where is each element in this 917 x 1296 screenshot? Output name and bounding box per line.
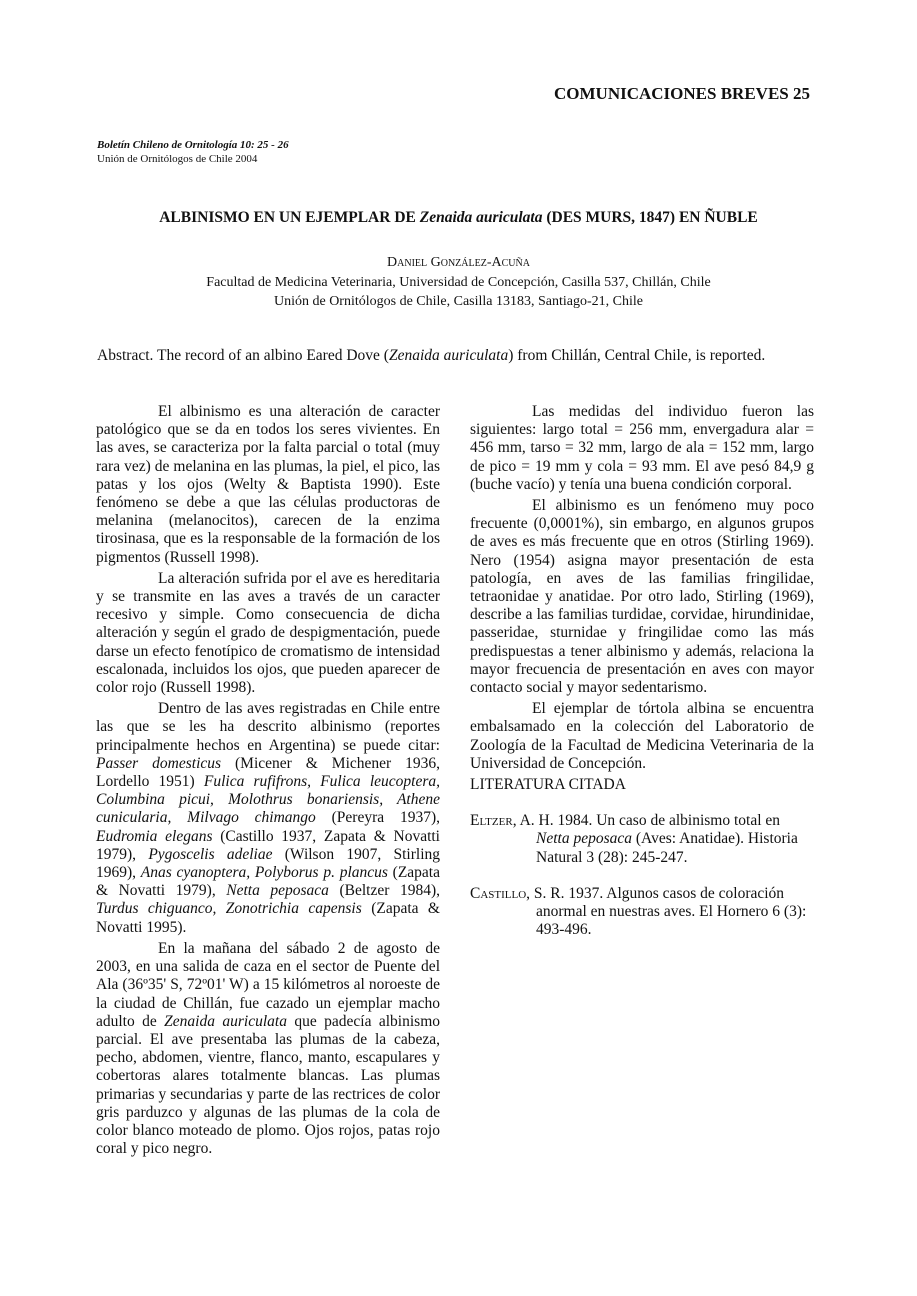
abstract xyxy=(97,346,813,365)
journal-citation xyxy=(97,138,289,166)
paragraph-7: El ejemplar de tórtola albina se encuentra embalsamado en la colección del Laboratorio de Zoología de la Facultad de Medicina Veterinaria de la Universidad de Concepción. xyxy=(470,700,814,772)
p3-text-b: (Micener & Michener 1936, Lordello 1951) xyxy=(96,754,441,791)
p3-text-g: (Beltzer 1984), xyxy=(328,882,440,900)
body-column-left xyxy=(96,403,440,1158)
p3-text-a: Dentro de las aves registradas en Chile entre las que se les ha descrito albinismo (reportes principalmente hechos en Argentina) se puede citar: xyxy=(96,700,440,754)
reference-2 xyxy=(470,885,814,940)
p3-species-7: Turdus chiguanco, Zonotrichia capensis xyxy=(96,900,362,918)
body-column-right xyxy=(470,403,814,939)
affiliations xyxy=(0,273,917,311)
p3-text-d: (Castillo 1937, Zapata & Novatti 1979), xyxy=(96,827,440,863)
paragraph-4 xyxy=(96,940,440,1158)
journal-publisher: Unión de Ornitólogos de Chile 2004 xyxy=(97,153,258,165)
ref1-text-a: , A. H. 1984. Un caso de albinismo total en xyxy=(512,812,781,830)
ref2-author: Castillo xyxy=(470,884,527,902)
reference-1 xyxy=(470,812,814,867)
p3-species-4: Pygoscelis adeliae xyxy=(148,845,273,863)
p3-species-6: Netta peposaca xyxy=(226,882,329,900)
paragraph-6: El albinismo es un fenómeno muy poco frecuente (0,0001%), sin embargo, en algunos grupos de aves es más frecuente que en otros (Stirling 1969). Nero (1954) asigna mayor presentación de esta patología, en aves de las familias fringilidae, tetraonidae y anatidae. Por otro lado, Stirling (1969), describe a las familias turdidae, corvidae, hirundinidae, passeridae, sturnidae y fringilidae como las más predispuestas a tener albinismo y además, relaciona la mayor frecuencia de presentación en aves con mayor contacto social y mayor sedentarismo. xyxy=(470,497,814,697)
title-part-1: ALBINISMO EN UN EJEMPLAR DE xyxy=(159,209,420,226)
literature-heading: LITERATURA CITADA xyxy=(470,776,626,794)
affiliation-2: Unión de Ornitólogos de Chile, Casilla 13183, Santiago-21, Chile xyxy=(273,294,644,309)
abstract-species: Zenaida auriculata xyxy=(388,347,509,364)
article-title xyxy=(0,209,917,227)
p4-text-a: En la mañana del sábado 2 de agosto de 2003, en una salida de caza en el sector de Puente del Ala (36º35' S, 72º01' W) a 15 kilómetros al noroeste de la ciudad de Chillán, fue cazado un ejemplar macho adulto de xyxy=(96,939,440,1030)
p3-species-3: Eudromia elegans xyxy=(96,827,213,845)
p3-text-h: (Zapata & Novatti 1995). xyxy=(96,900,440,936)
abstract-text-1: Abstract. The record of an albino Eared Dove ( xyxy=(97,347,389,364)
p3-species-2: Fulica rufifrons, Fulica leucoptera, Columbina picui, Molothrus bonariensis, Athene cunicularia, Milvago chimango xyxy=(96,773,440,827)
p4-text-b: que padecía albinismo parcial. El ave presentaba las plumas de la cabeza, pecho, abdomen, vientre, flanco, manto, escapulares y cobertoras alares totalmente blancas. Las plumas primarias y secundarias y parte de las rectrices de color gris parduzco y algunas de las plumas de la cola de color blanco moteado de plomo. Ojos rojos, patas rojo coral y pico negro. xyxy=(96,1012,441,1158)
p3-text-c: (Pereyra 1937), xyxy=(315,809,440,827)
ref1-species: Netta peposaca xyxy=(536,830,632,848)
ref1-author: Eltzer xyxy=(470,812,513,830)
paragraph-2: La alteración sufrida por el ave es hereditaria y se transmite en las aves a través de un caracter recesivo y simple. Como consecuencia de dicha alteración y según el grado de despigmentación, puede darse un efecto fenotípico de cromatismo de intensidad escalonada, incluidos los ojos, que pueden aparecer de color rojo (Russell 1998). xyxy=(96,569,440,697)
paragraph-5: Las medidas del individuo fueron las siguientes: largo total = 256 mm, envergadura alar = 456 mm, tarso = 32 mm, largo de ala = 152 mm, largo de pico = 19 mm y cola = 93 mm. El ave pesó 84,9 g (buche vacío) y tenía una buena condición corporal. xyxy=(470,403,814,493)
title-species: Zenaida auriculata xyxy=(419,209,543,226)
abstract-text-2: ) from Chillán, Central Chile, is reported. xyxy=(508,347,766,364)
paragraph-3 xyxy=(96,700,440,937)
affiliation-1: Facultad de Medicina Veterinaria, Universidad de Concepción, Casilla 537, Chillán, Chile xyxy=(206,275,711,290)
p4-species: Zenaida auriculata xyxy=(164,1012,287,1030)
ref2-text-a: , S. R. 1937. Algunos casos de coloración anormal en nuestras aves. El Hornero 6 (3): 493-496. xyxy=(526,884,807,939)
p3-species-1: Passer domesticus xyxy=(96,754,222,772)
author-name: Daniel González-Acuña xyxy=(387,255,530,270)
p3-text-e: (Wilson 1907, Stirling 1969), xyxy=(96,845,441,882)
journal-name: Boletín Chileno de Ornitología 10: 25 - 26 xyxy=(97,139,289,151)
running-head: COMUNICACIONES BREVES 25 xyxy=(554,84,810,103)
ref1-text-b: (Aves: Anatidae). Historia Natural 3 (28): 245-247. xyxy=(536,830,798,866)
paragraph-1: El albinismo es una alteración de caracter patológico que se da en todos los seres vivientes. En las aves, se caracteriza por la falta parcial o total (muy rara vez) de melanina en las plumas, la piel, el pico, las patas y los ojos (Welty & Baptista 1990). Este fenómeno se debe a que las células productoras de melanina (melanocitos), carecen de la enzima tirosinasa, que es la responsable de la formación de los pigmentos (Russell 1998). xyxy=(96,403,440,566)
title-part-2: (DES MURS, 1847) EN ÑUBLE xyxy=(542,209,758,226)
p3-species-5: Anas cyanoptera, Polyborus p. plancus xyxy=(140,864,388,882)
p3-text-f: (Zapata & Novatti 1979), xyxy=(96,864,440,900)
